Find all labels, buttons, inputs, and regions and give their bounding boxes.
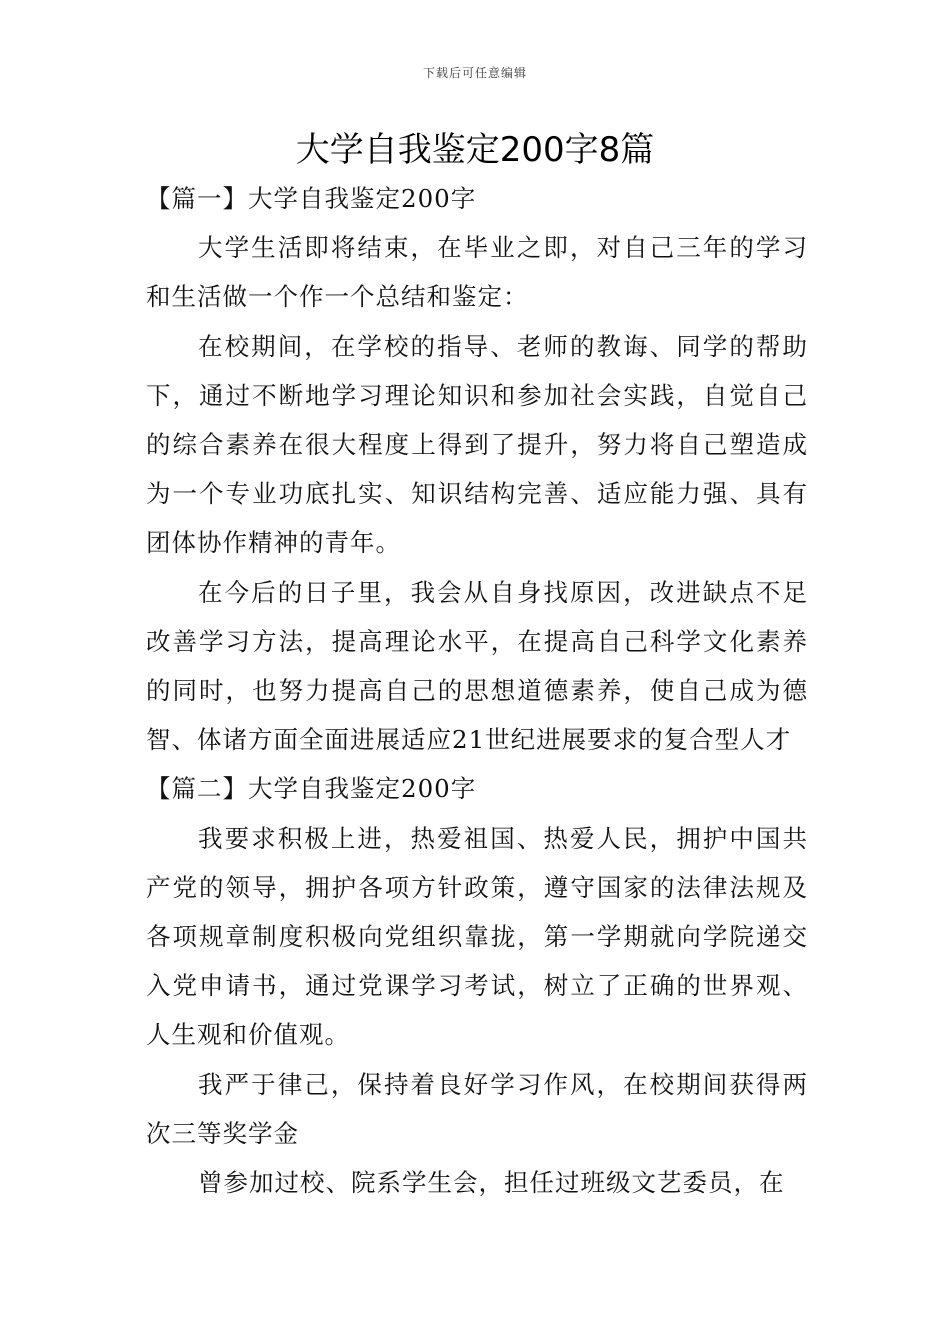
paragraph: 在校期间，在学校的指导、老师的教诲、同学的帮助下，通过不断地学习理论知识和参加社会实践，自觉自己的综合素养在很大程度上得到了提升，努力将自己塑造成为一个专业功底扎实、知识结构完善、适应能力强、具有团体协作精神的青年。 xyxy=(146,331,808,558)
paragraph: 在今后的日子里，我会从自身找原因，改进缺点不足改善学习方法，提高理论水平，在提高自己科学文化素养的同时，也努力提高自己的思想道德素养，使自己成为德智、体诸方面全面进展适应21世纪进展要求的复合型人才 xyxy=(146,577,808,755)
section-heading: 【篇一】大学自我鉴定200字 xyxy=(146,184,477,213)
paragraph: 曾参加过校、院系学生会，担任过班级文艺委员，在 xyxy=(198,1168,785,1198)
document-title: 大学自我鉴定200字8篇 xyxy=(295,130,655,170)
section-2 xyxy=(146,764,808,1207)
paragraph: 我要求积极上进，热爱祖国、热爱人民，拥护中国共产党的领导，拥护各项方针政策，遵守国家的法律法规及各项规章制度积极向党组织靠拢，第一学期就向学院递交入党申请书，通过党课学习考试，树立了正确的世界观、人生观和价值观。 xyxy=(146,823,808,1050)
section-1 xyxy=(146,174,808,764)
paragraph: 我严于律己，保持着良好学习作风，在校期间获得两次三等奖学金 xyxy=(146,1069,808,1148)
paragraph: 大学生活即将结束，在毕业之即，对自己三年的学习和生活做一个作一个总结和鉴定： xyxy=(146,233,808,312)
document-body xyxy=(146,174,808,1207)
section-heading: 【篇二】大学自我鉴定200字 xyxy=(146,774,477,804)
header-note: 下载后可任意编辑 xyxy=(422,66,527,80)
